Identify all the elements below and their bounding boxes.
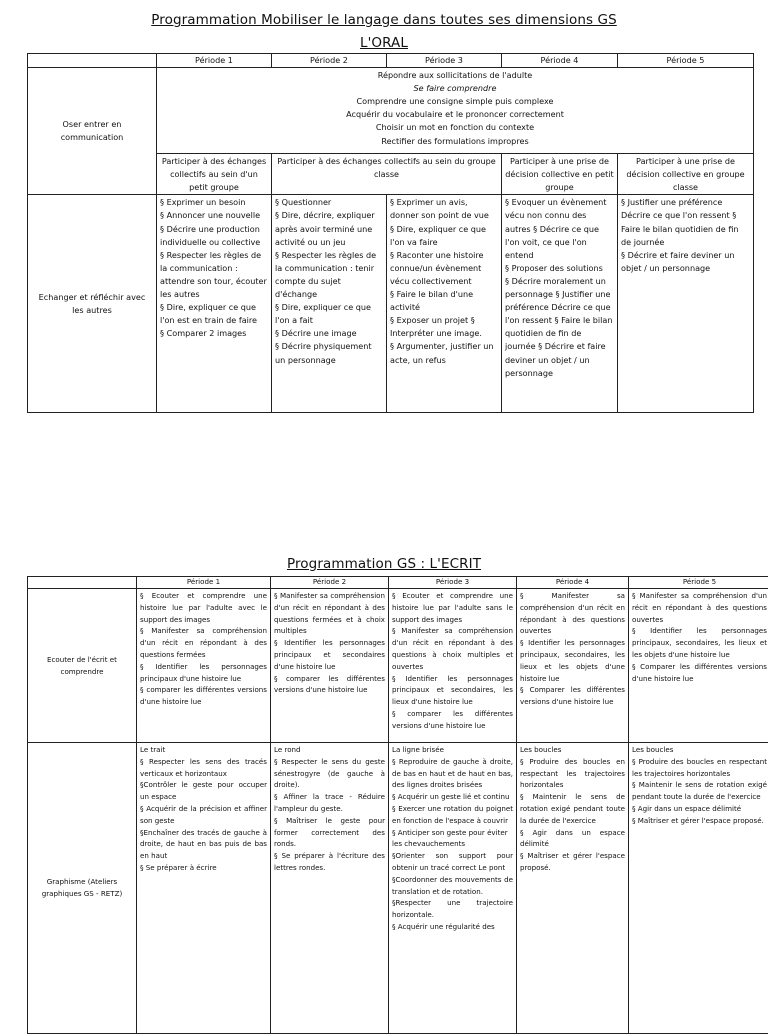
ecrit-period-4: Période 4 — [517, 577, 629, 589]
list-item: §Respecter une trajectoire horizontale. — [392, 897, 513, 921]
list-item: § Manifester sa compréhension d'un récit en répondant à des questions ouvertes — [520, 590, 625, 637]
list-item: § Exposer un projet § Interpréter une image. — [390, 314, 498, 340]
graphisme-p5 — [629, 743, 768, 1034]
list-item: § Respecter le sens du geste sénestrogyre (de gauche à droite). — [274, 756, 385, 791]
list-item: § Faire le bilan d'une activité — [390, 288, 498, 314]
ecrit-title: Programmation GS : L'ECRIT — [0, 556, 768, 572]
ecouter-p1 — [137, 589, 271, 743]
list-item: § Ecouter et comprendre une histoire lue par l'adulte avec le support des images — [140, 590, 267, 625]
oser-goal: Acquérir du vocabulaire et le prononcer correctement — [160, 108, 750, 121]
echanger-p1 — [157, 195, 272, 413]
graphisme-p2 — [271, 743, 389, 1034]
list-item: § Agir dans un espace délimité — [632, 803, 767, 815]
list-item: § Décrire une image — [275, 327, 383, 340]
list-item: § Identifier les personnages principaux et secondaires d'une histoire lue — [274, 637, 385, 672]
list-item: § Maîtriser et gérer l'espace proposé. — [520, 850, 625, 874]
oser-goal: Répondre aux sollicitations de l'adulte — [160, 69, 750, 82]
list-item: § Comparer les différentes versions d'une histoire lue — [520, 684, 625, 708]
ecrit-period-5: Période 5 — [629, 577, 768, 589]
list-item: § Identifier les personnages principaux et secondaires, les lieux d'une histoire lue — [392, 673, 513, 708]
list-item: § Acquérir de la précision et affiner son geste — [140, 803, 267, 827]
ecrit-header-empty — [28, 577, 137, 589]
ecouter-p4 — [517, 589, 629, 743]
graphisme-label: Graphisme (Ateliers graphiques GS - RETZ) — [28, 743, 137, 1034]
list-item: § Comparer 2 images — [160, 327, 268, 340]
list-item: § Décrire une production individuelle ou collective — [160, 223, 268, 249]
list-item: § Maîtriser le geste pour former correctement des ronds. — [274, 815, 385, 850]
list-item: § Respecter les règles de la communication : attendre son tour, écouter les autres — [160, 249, 268, 301]
list-item: § Décrire physiquement un personnage — [275, 340, 383, 366]
echanger-p4 — [502, 195, 618, 413]
list-item: § Maintenir le sens de rotation exigé pendant toute la durée de l'exercice — [520, 791, 625, 826]
echanger-p3 — [387, 195, 502, 413]
list-item: § Argumenter, justifier un acte, un refus — [390, 340, 498, 366]
list-item: § Maîtriser et gérer l'espace proposé. — [632, 815, 767, 827]
list-item: § Manifester sa compréhension d'un récit en répondant à des questions fermées et à choix multiples — [274, 590, 385, 637]
list-item: § Justifier une préférence Décrire ce que l'on ressent § Faire le bilan quotidien de fin de journée — [621, 196, 750, 248]
echanger-p5 — [618, 195, 754, 413]
list-item: § Comparer les différentes versions d'une histoire lue — [632, 661, 767, 685]
list-item: § Anticiper son geste pour éviter — [392, 827, 513, 839]
list-item: § Dire, expliquer ce que l'on va faire — [390, 223, 498, 249]
ecouter-p3 — [389, 589, 517, 743]
echanger-label: Echanger et réfléchir avec les autres — [28, 195, 157, 413]
oser-sub-p2-p3: Participer à des échanges collectifs au sein du groupe classe — [272, 154, 502, 195]
list-item: § Manifester sa compréhension d'un récit en répondant à des questions fermées — [140, 625, 267, 660]
list-item: § comparer les différentes versions d'une histoire lue — [140, 684, 267, 708]
oser-goal: Choisir un mot en fonction du contexte — [160, 121, 750, 134]
list-item: § Acquérir un geste lié et continu — [392, 791, 513, 803]
list-item: § Exprimer un besoin — [160, 196, 268, 209]
list-item: § Agir dans un espace délimité — [520, 827, 625, 851]
echanger-p2 — [272, 195, 387, 413]
oral-subtitle: L'ORAL — [0, 35, 768, 51]
list-item: § Se préparer à écrire — [140, 862, 267, 874]
list-item: § Evoquer un évènement vécu non connu des autres § Décrire ce que l'on voit, ce que l'on entend — [505, 196, 614, 261]
list-item: Le trait — [140, 744, 267, 756]
ecrit-period-3: Période 3 — [389, 577, 517, 589]
list-item: Le rond — [274, 744, 385, 756]
ecouter-p5 — [629, 589, 768, 743]
list-item: § Acquérir une régularité des — [392, 921, 513, 933]
list-item: § Affiner la trace - Réduire l'ampleur du geste. — [274, 791, 385, 815]
list-item: §Coordonner des mouvements de translation et de rotation. — [392, 874, 513, 898]
oral-table — [27, 53, 754, 413]
list-item: § Dire, expliquer ce que l'on est en train de faire — [160, 301, 268, 327]
oral-title: Programmation Mobiliser le langage dans toutes ses dimensions GS — [0, 12, 768, 28]
oser-label: Oser entrer en communication — [28, 68, 157, 195]
list-item: §Contrôler le geste pour occuper un espace — [140, 779, 267, 803]
list-item: § Ecouter et comprendre une histoire lue par l'adulte sans le support des images — [392, 590, 513, 625]
graphisme-p3 — [389, 743, 517, 1034]
list-item: § Proposer des solutions — [505, 262, 614, 275]
oser-sub-p4: Participer à une prise de décision collective en petit groupe — [502, 154, 618, 195]
ecouter-p2 — [271, 589, 389, 743]
list-item: § Exercer une rotation du poignet en fonction de l'espace à couvrir — [392, 803, 513, 827]
list-item: § Décrire moralement un personnage § Justifier une préférence Décrire ce que l'on ressent § Faire le bilan quotidien de fin de journée § Décrire et faire deviner un objet / un personnage — [505, 275, 614, 380]
oral-period-5: Période 5 — [618, 54, 754, 68]
oser-sub-p5: Participer à une prise de décision collective en groupe classe — [618, 154, 754, 195]
oral-header-empty — [28, 54, 157, 68]
list-item: § Identifier les personnages principaux, secondaires, les lieux et les objets d'une histoire lue — [632, 625, 767, 660]
list-item: § Exprimer un avis, donner son point de vue — [390, 196, 498, 222]
list-item: § comparer les différentes versions d'une histoire lue — [274, 673, 385, 697]
list-item: § Maintenir le sens de rotation exigé pendant toute la durée de l'exercice — [632, 779, 767, 803]
list-item: § Raconter une histoire connue/un évènement vécu collectivement — [390, 249, 498, 288]
list-item: §Enchaîner des tracés de gauche à droite, de haut en bas puis de bas en haut — [140, 827, 267, 862]
graphisme-p4 — [517, 743, 629, 1034]
list-item: § comparer les différentes versions d'une histoire lue — [392, 708, 513, 732]
oser-common-goals — [157, 68, 754, 154]
oser-goal: Comprendre une consigne simple puis complexe — [160, 95, 750, 108]
list-item: § Produire des boucles en respectant les trajectoires horizontales — [632, 756, 767, 780]
oral-period-2: Période 2 — [272, 54, 387, 68]
ecrit-row-ecouter — [28, 589, 768, 743]
oral-header-row — [28, 54, 754, 68]
oral-period-4: Période 4 — [502, 54, 618, 68]
oral-row-oser — [28, 68, 754, 154]
list-item: § Produire des boucles en respectant les trajectoires horizontales — [520, 756, 625, 791]
oral-row-echanger — [28, 195, 754, 413]
graphisme-p1 — [137, 743, 271, 1034]
list-item: § Respecter les règles de la communication : tenir compte du sujet d'échange — [275, 249, 383, 301]
list-item: les chevauchements — [392, 838, 513, 850]
list-item: §Orienter son support pour obtenir un tracé correct Le pont — [392, 850, 513, 874]
list-item: Les boucles — [520, 744, 625, 756]
ecrit-period-2: Période 2 — [271, 577, 389, 589]
list-item: § Identifier les personnages principaux d'une histoire lue — [140, 661, 267, 685]
list-item: § Décrire et faire deviner un objet / un personnage — [621, 249, 750, 275]
oser-goal: Rectifier des formulations impropres — [160, 135, 750, 148]
ecrit-row-graphisme — [28, 743, 768, 1034]
oral-period-1: Période 1 — [157, 54, 272, 68]
list-item: § Annoncer une nouvelle — [160, 209, 268, 222]
ecrit-table — [27, 576, 768, 1034]
list-item: § Questionner — [275, 196, 383, 209]
ecouter-label: Ecouter de l'écrit et comprendre — [28, 589, 137, 743]
list-item: § Manifester sa compréhension d'un récit en répondant à des questions à choix multiples et ouvertes — [392, 625, 513, 672]
list-item: § Se préparer à l'écriture des lettres rondes. — [274, 850, 385, 874]
list-item: § Manifester sa compréhension d'un récit en répondant à des questions ouvertes — [632, 590, 767, 625]
list-item: § Respecter les sens des tracés verticaux et horizontaux — [140, 756, 267, 780]
list-item: Les boucles — [632, 744, 767, 756]
list-item: La ligne brisée — [392, 744, 513, 756]
list-item: § Reproduire de gauche à droite, de bas en haut et de haut en bas, des lignes droites brisées — [392, 756, 513, 791]
ecrit-period-1: Période 1 — [137, 577, 271, 589]
list-item: § Identifier les personnages principaux, secondaires, les lieux et les objets d'une histoire lue — [520, 637, 625, 684]
list-item: § Dire, expliquer ce que l'on a fait — [275, 301, 383, 327]
ecrit-header-row — [28, 577, 768, 589]
list-item: § Dire, décrire, expliquer après avoir terminé une activité ou un jeu — [275, 209, 383, 248]
oral-period-3: Période 3 — [387, 54, 502, 68]
oser-sub-p1: Participer à des échanges collectifs au sein d'un petit groupe — [157, 154, 272, 195]
oser-goal: Se faire comprendre — [160, 82, 750, 95]
